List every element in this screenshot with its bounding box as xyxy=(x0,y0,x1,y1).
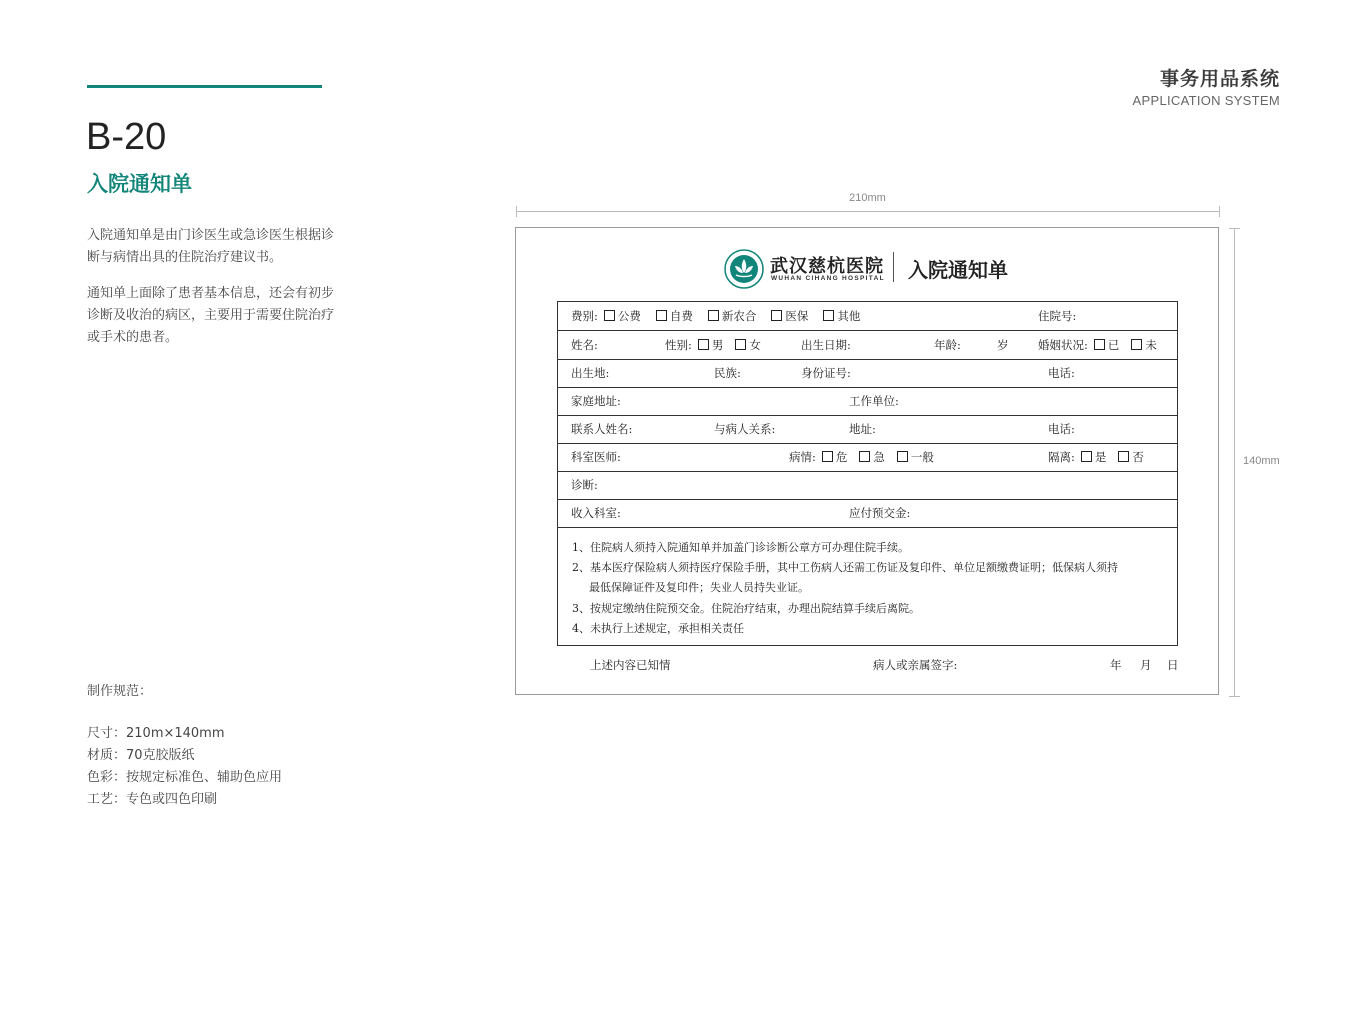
checkbox-critical[interactable] xyxy=(822,451,833,462)
checkbox-isolation-no[interactable] xyxy=(1118,451,1129,462)
spec-color: 色彩：按规定标准色、辅助色应用 xyxy=(87,770,283,785)
checkbox-ncms[interactable] xyxy=(708,310,719,321)
note-4: 4、未执行上述规定，承担相关责任 xyxy=(572,621,744,635)
checkbox-unmarried[interactable] xyxy=(1131,339,1142,350)
row-dept xyxy=(558,499,1177,528)
hospital-name: 武汉慈杭医院 xyxy=(770,256,884,277)
row-birthplace xyxy=(558,359,1177,388)
row-doctor xyxy=(558,443,1177,472)
description-1: 入院通知单是由门诊医生或急诊医生根据诊断与病情出具的住院治疗建议书。 xyxy=(87,228,335,265)
header-divider xyxy=(893,252,894,282)
notes-section xyxy=(558,528,1177,645)
checkbox-normal[interactable] xyxy=(897,451,908,462)
row-fee xyxy=(558,302,1177,331)
note-2: 2、基本医疗保险病人须持医疗保险手册，其中工伤病人还需工伤证及复印件、单位足额缴费证明；低保病人须持 xyxy=(572,561,1118,575)
ethnicity-label: 民族: xyxy=(714,366,741,380)
system-subtitle: APPLICATION SYSTEM xyxy=(1132,93,1280,108)
note-1: 1、住院病人须持入院通知单并加盖门诊诊断公章方可办理住院手续。 xyxy=(572,541,909,554)
contact-label: 联系人姓名: xyxy=(571,422,633,436)
note-3: 3、按规定缴纳住院预交金。住院治疗结束，办理出院结算手续后离院。 xyxy=(572,601,920,615)
dept-label: 收入科室: xyxy=(571,506,621,520)
spec-material: 材质：70克胶版纸 xyxy=(87,748,195,763)
description-2: 通知单上面除了患者基本信息，还会有初步诊断及收治的病区，主要用于需要住院治疗或手术的患者。 xyxy=(87,286,335,345)
spec-process: 工艺：专色或四色印刷 xyxy=(87,792,218,807)
birthplace-label: 出生地: xyxy=(571,366,610,380)
spec-title: 制作规范： xyxy=(87,684,153,699)
width-tick-left xyxy=(516,206,517,217)
name-label: 姓名: xyxy=(571,337,598,352)
checkbox-male[interactable] xyxy=(698,339,709,350)
width-dimension-line xyxy=(516,211,1219,212)
row-contact xyxy=(558,415,1177,444)
checkbox-insurance[interactable] xyxy=(771,310,782,321)
contact-phone-label: 电话: xyxy=(1048,422,1075,436)
height-tick-bottom xyxy=(1229,696,1240,697)
phone-label: 电话: xyxy=(1048,366,1075,380)
height-dimension-line xyxy=(1234,228,1235,696)
form-table xyxy=(557,301,1178,646)
contact-address-label: 地址: xyxy=(849,422,876,436)
relation-label: 与病人关系: xyxy=(714,422,776,436)
item-title: 入院通知单 xyxy=(87,172,192,196)
checkbox-urgent[interactable] xyxy=(859,451,870,462)
row-name xyxy=(558,330,1177,360)
row-diagnosis xyxy=(558,471,1177,500)
id-label: 身份证号: xyxy=(801,366,851,380)
width-dimension-label: 210mm xyxy=(849,192,886,204)
checkbox-public[interactable] xyxy=(604,310,615,321)
checkbox-self[interactable] xyxy=(656,310,667,321)
diagnosis-label: 诊断: xyxy=(571,478,598,492)
work-label: 工作单位: xyxy=(849,394,899,408)
spec-list xyxy=(87,723,282,811)
checkbox-isolation-yes[interactable] xyxy=(1081,451,1092,462)
width-tick-right xyxy=(1219,206,1220,217)
spec-size: 尺寸：210m×140mm xyxy=(87,726,225,741)
sign-label: 病人或亲属签字: xyxy=(873,658,958,672)
gender-field: 性别: 男 女 xyxy=(665,337,761,352)
year-label: 年 xyxy=(1110,658,1122,672)
doctor-label: 科室医师: xyxy=(571,450,621,464)
marital-field: 婚姻状况: 已 未 xyxy=(1038,337,1157,352)
deposit-label: 应付预交金: xyxy=(849,506,911,520)
age-unit: 岁 xyxy=(997,337,1009,352)
system-title: 事务用品系统 xyxy=(1159,68,1280,90)
fee-field: 费别: 公费 自费 新农合 医保 其他 xyxy=(571,309,861,323)
isolation-field: 隔离: 是 否 xyxy=(1048,450,1144,464)
day-label: 日 xyxy=(1167,658,1179,672)
ack-label: 上述内容已知情 xyxy=(590,658,671,672)
checkbox-married[interactable] xyxy=(1094,339,1105,350)
hospital-name-en: WUHAN CIHANG HOSPITAL xyxy=(771,275,885,282)
month-label: 月 xyxy=(1140,658,1152,672)
address-label: 家庭地址: xyxy=(571,394,621,408)
height-tick-top xyxy=(1229,228,1240,229)
inpatient-no-label: 住院号: xyxy=(1038,309,1077,323)
row-address xyxy=(558,387,1177,416)
form-title: 入院通知单 xyxy=(908,258,1008,282)
checkbox-other[interactable] xyxy=(823,310,834,321)
accent-line xyxy=(87,85,322,88)
hospital-logo-icon xyxy=(724,249,764,289)
checkbox-female[interactable] xyxy=(735,339,746,350)
birth-label: 出生日期: xyxy=(801,337,851,352)
note-2-continued: 最低保障证件及复印件；失业人员持失业证。 xyxy=(589,581,809,595)
height-dimension-label: 140mm xyxy=(1243,455,1280,467)
age-label: 年龄: xyxy=(934,337,961,352)
condition-field: 病情: 危 急 一般 xyxy=(789,450,934,464)
item-code: B-20 xyxy=(86,116,167,158)
